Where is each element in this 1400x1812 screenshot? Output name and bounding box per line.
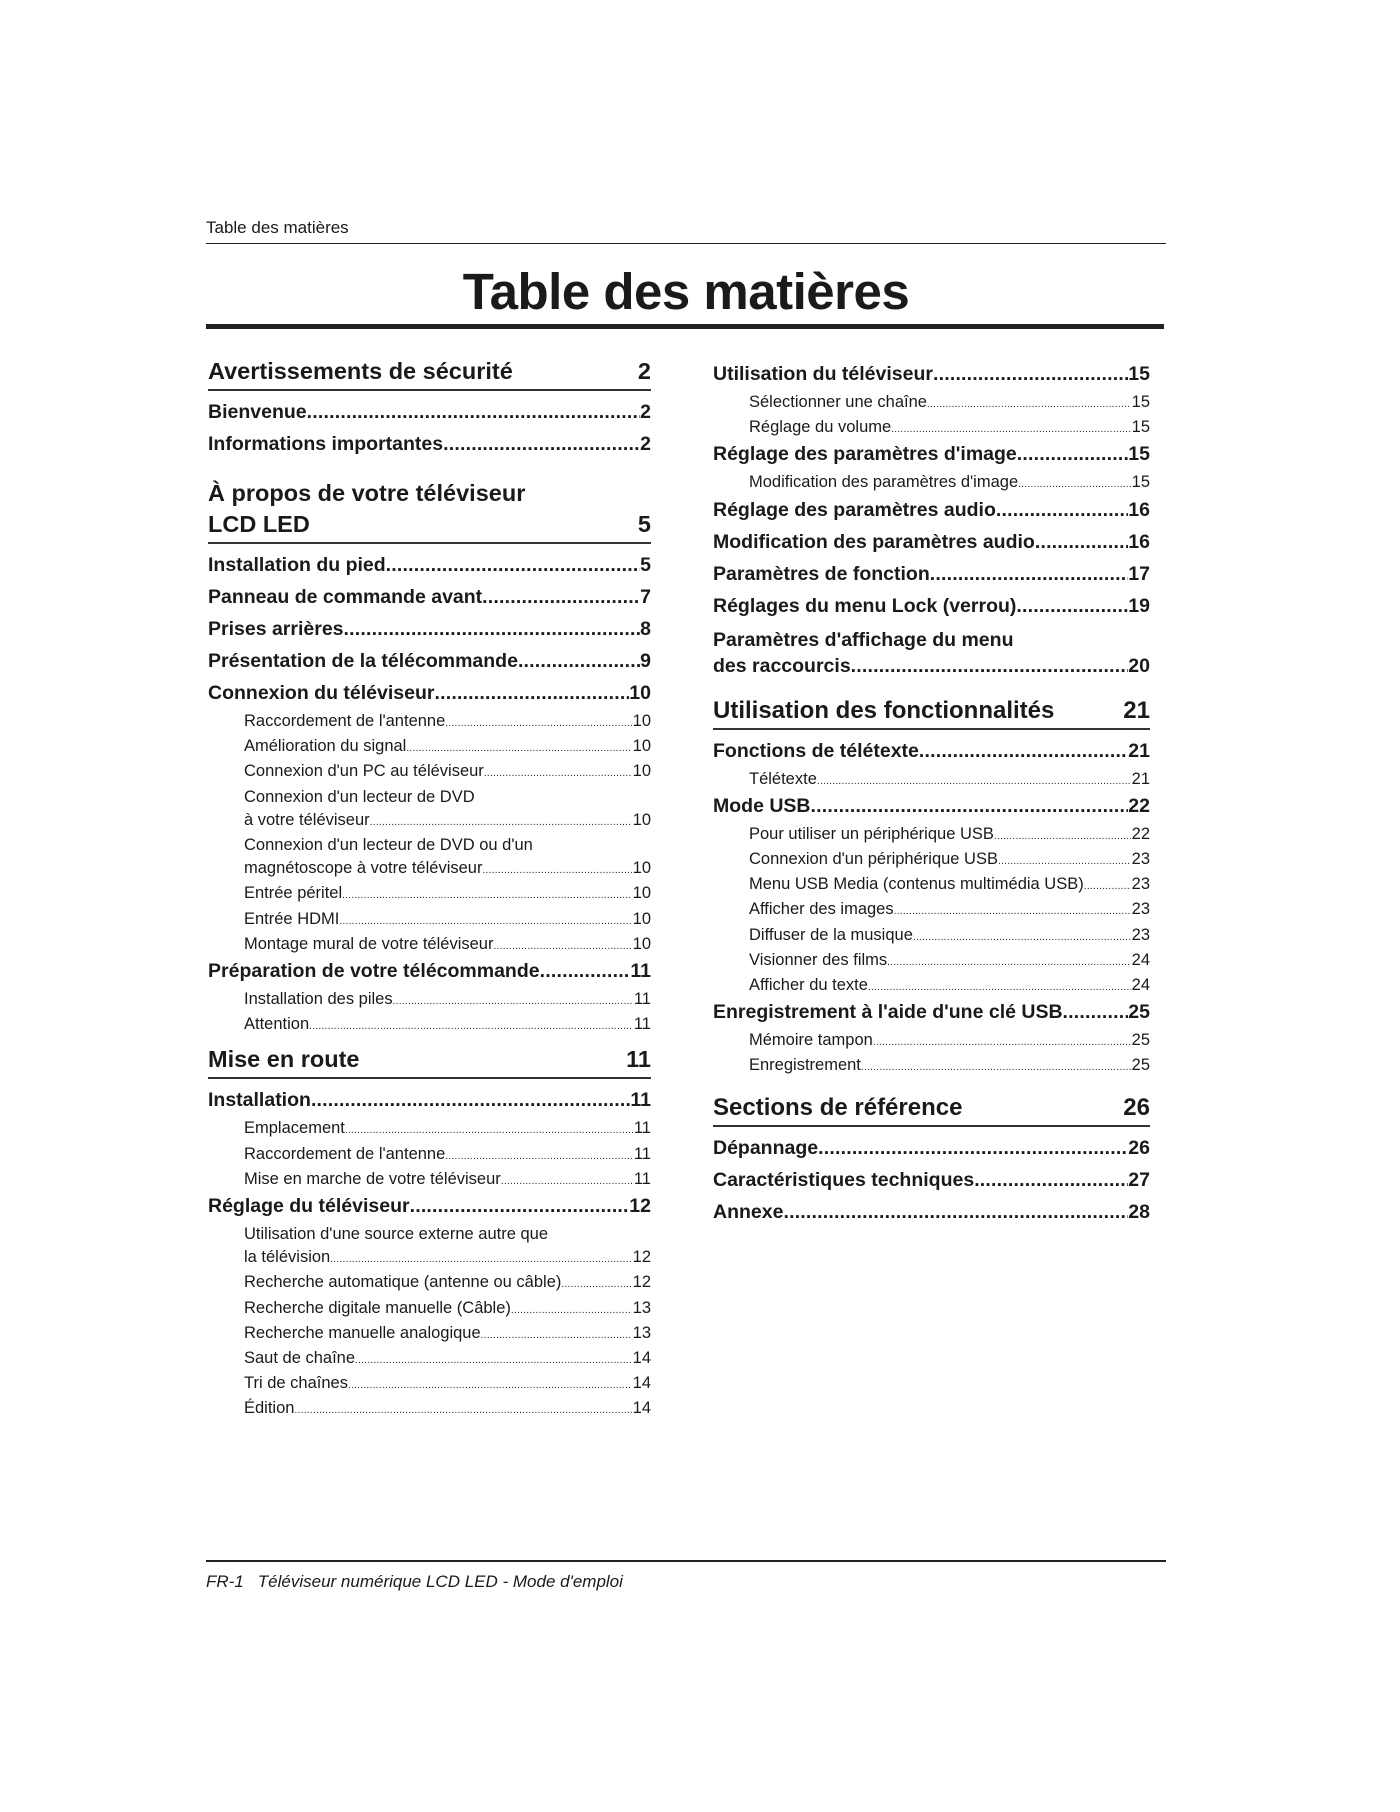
dot-leader — [818, 1137, 1128, 1160]
section-title-line2: LCD LED — [208, 511, 310, 537]
toc-subentry-title: Mémoire tampon — [749, 1031, 873, 1050]
toc-subentry-title: Amélioration du signal — [244, 737, 407, 756]
toc-subentry-title: Recherche digitale manuelle (Câble) — [244, 1298, 511, 1317]
toc-subentry-title: Installation des piles — [244, 990, 393, 1009]
toc-entry[interactable] — [713, 531, 1150, 554]
toc-subentry[interactable] — [244, 1223, 651, 1271]
toc-subentry-page: 15 — [1131, 393, 1150, 411]
toc-subentry-page: 23 — [1131, 900, 1150, 919]
dot-leader — [1016, 595, 1128, 618]
toc-subentry-title-line2: la télévision — [244, 1248, 331, 1267]
toc-entry-title: Installation — [208, 1089, 311, 1112]
toc-subentries — [713, 823, 1150, 999]
toc-subentry-title: Recherche manuelle analogique — [244, 1323, 481, 1342]
dot-leader — [998, 848, 1131, 873]
dot-leader — [410, 1195, 630, 1218]
dot-leader — [493, 933, 631, 958]
toc-subentry-title: Raccordement de l'antenne — [244, 1144, 446, 1163]
dot-leader — [1063, 1001, 1129, 1024]
toc-subentries — [713, 391, 1150, 441]
toc-left-column — [208, 356, 651, 1425]
dot-leader — [996, 499, 1128, 522]
toc-subentry-page: 24 — [1131, 950, 1150, 969]
toc-entry[interactable] — [208, 1089, 651, 1112]
toc-entry-page: 17 — [1128, 562, 1150, 585]
toc-entry[interactable] — [713, 795, 1150, 818]
dot-leader — [434, 682, 629, 705]
toc-entry-page: 11 — [630, 1089, 651, 1112]
toc-subentry-page: 12 — [632, 1273, 651, 1292]
toc-subentry-page: 23 — [1131, 850, 1150, 869]
toc-section-heading[interactable] — [208, 356, 651, 391]
toc-entry-title: Paramètres de fonction — [713, 562, 930, 585]
toc-entry-page: 9 — [640, 650, 651, 672]
toc-section-heading[interactable] — [208, 1044, 651, 1079]
toc-entry-page: 2 — [640, 401, 651, 423]
dot-leader — [481, 1322, 632, 1347]
toc-subentry[interactable] — [749, 471, 1150, 496]
dot-leader — [511, 1297, 632, 1322]
toc-entry[interactable] — [208, 554, 651, 577]
toc-entry-title: Dépannage — [713, 1136, 819, 1159]
toc-subentry-page: 23 — [1131, 875, 1150, 894]
toc-entry-title-line2: des raccourcis — [713, 654, 851, 677]
dot-leader — [342, 882, 632, 907]
toc-entry-title: Préparation de votre télécommande — [208, 960, 540, 983]
toc-subentry[interactable] — [244, 834, 651, 882]
toc-subentry[interactable] — [244, 882, 651, 907]
toc-subentry[interactable] — [244, 1347, 651, 1372]
dot-leader — [1017, 443, 1129, 466]
toc-entry-page: 15 — [1128, 443, 1150, 466]
toc-subentry-page: 13 — [632, 1298, 651, 1317]
dot-leader — [913, 924, 1131, 949]
dot-leader — [518, 650, 640, 673]
toc-subentry[interactable] — [749, 898, 1150, 923]
dot-leader — [817, 768, 1131, 793]
toc-subentry[interactable] — [244, 1013, 651, 1038]
toc-section-heading[interactable] — [713, 1092, 1150, 1127]
toc-entry[interactable] — [713, 499, 1150, 522]
toc-entry-page: 12 — [629, 1195, 651, 1218]
toc-subentry[interactable] — [749, 391, 1150, 416]
toc-subentry[interactable] — [244, 1168, 651, 1193]
dot-leader — [311, 1089, 630, 1112]
dot-leader — [484, 760, 632, 785]
toc-entry-title: Fonctions de télétexte — [713, 739, 919, 762]
toc-subentry-page: 14 — [632, 1399, 651, 1418]
toc-subentry-title: Connexion d'un PC au téléviseur — [244, 762, 484, 781]
toc-subentry[interactable] — [244, 1117, 651, 1142]
toc-subentry-title: Attention — [244, 1015, 310, 1034]
dot-leader — [482, 857, 631, 882]
toc-entry-title: Enregistrement à l'aide d'une clé USB — [713, 1001, 1063, 1024]
toc-entry[interactable] — [713, 1169, 1150, 1192]
toc-subentry-title-line2: magnétoscope à votre téléviseur — [244, 859, 483, 878]
section-title: Sections de référence — [713, 1093, 963, 1121]
dot-leader — [933, 363, 1128, 386]
toc-right-column — [713, 363, 1150, 1233]
toc-subentry-title: Pour utiliser un périphérique USB — [749, 824, 994, 843]
toc-subentry-title: Enregistrement — [749, 1056, 861, 1075]
dot-leader — [445, 710, 631, 735]
toc-subentry-title: Raccordement de l'antenne — [244, 712, 446, 730]
toc-entry[interactable] — [713, 1201, 1150, 1224]
section-title: Utilisation des fonctionnalités — [713, 696, 1055, 724]
toc-subentry-title: Entrée HDMI — [244, 909, 340, 928]
toc-subentry-title: Montage mural de votre téléviseur — [244, 934, 494, 953]
dot-leader — [339, 908, 631, 933]
dot-leader — [861, 1054, 1131, 1079]
toc-entry-title: Bienvenue — [208, 401, 307, 423]
toc-subentry[interactable] — [749, 873, 1150, 898]
toc-subentry-title: Sélectionner une chaîne — [749, 393, 927, 411]
dot-leader — [443, 433, 640, 456]
page-footer — [206, 1572, 623, 1592]
toc-entry[interactable] — [713, 443, 1150, 466]
toc-entry[interactable] — [208, 618, 651, 641]
toc-entry[interactable] — [208, 401, 651, 424]
toc-subentry-title: Diffuser de la musique — [749, 925, 913, 944]
toc-entry[interactable] — [713, 1137, 1150, 1160]
toc-subentry-page: 10 — [632, 810, 651, 829]
toc-subentry-page: 21 — [1131, 769, 1150, 788]
toc-subentry-page: 11 — [633, 1119, 651, 1138]
toc-subentry-page: 10 — [632, 909, 651, 928]
page-title: Table des matières — [462, 263, 910, 320]
toc-subentry-page: 11 — [633, 1144, 651, 1163]
toc-entry[interactable] — [713, 627, 1150, 679]
dot-leader — [307, 401, 641, 424]
toc-subentry-page: 22 — [1131, 824, 1150, 843]
dot-leader — [330, 1246, 631, 1271]
toc-subentries — [208, 1117, 651, 1193]
header-divider — [206, 243, 1166, 244]
dot-leader — [873, 1029, 1131, 1054]
toc-entry-page: 22 — [1128, 794, 1150, 817]
toc-entry-page: 10 — [629, 682, 651, 704]
dot-leader — [919, 740, 1128, 763]
dot-leader — [1035, 531, 1128, 554]
toc-subentry-page: 15 — [1131, 418, 1150, 437]
dot-leader — [887, 949, 1130, 974]
toc-subentry-page: 10 — [632, 712, 651, 730]
toc-subentry-page: 15 — [1131, 473, 1150, 492]
toc-entry-title: Installation du pied — [208, 554, 386, 576]
toc-entry[interactable] — [713, 1001, 1150, 1024]
toc-subentry[interactable] — [749, 768, 1150, 793]
dot-leader — [851, 653, 1129, 679]
toc-subentry[interactable] — [749, 949, 1150, 974]
toc-entry-title: Réglages du menu Lock (verrou) — [713, 594, 1017, 617]
toc-entry-page: 27 — [1128, 1168, 1150, 1191]
footer-page-number: FR-1 — [206, 1572, 244, 1591]
toc-subentry-page: 11 — [633, 1169, 651, 1188]
toc-subentry-page: 11 — [633, 1015, 651, 1034]
dot-leader — [930, 563, 1129, 586]
toc-subentry-page: 10 — [632, 934, 651, 953]
toc-subentry-page: 14 — [632, 1374, 651, 1393]
toc-subentry-page: 12 — [632, 1248, 651, 1267]
toc-subentry[interactable] — [749, 848, 1150, 873]
toc-subentry[interactable] — [244, 1372, 651, 1397]
dot-leader — [540, 960, 631, 983]
toc-entry-page: 8 — [640, 618, 651, 640]
toc-subentry[interactable] — [244, 908, 651, 933]
toc-entry[interactable] — [713, 740, 1150, 763]
dot-leader — [811, 795, 1129, 818]
toc-entry[interactable] — [208, 960, 651, 983]
toc-subentry[interactable] — [749, 416, 1150, 441]
toc-subentry[interactable] — [244, 933, 651, 958]
toc-entry-page: 19 — [1128, 594, 1150, 617]
toc-subentry-page: 13 — [632, 1323, 651, 1342]
toc-subentries — [713, 768, 1150, 793]
toc-entry[interactable] — [713, 595, 1150, 618]
dot-leader — [445, 1143, 633, 1168]
footer-divider — [206, 1560, 1166, 1562]
section-page: 5 — [637, 511, 651, 537]
dot-leader — [482, 586, 640, 609]
toc-subentry-title: Menu USB Media (contenus multimédia USB) — [749, 875, 1084, 894]
dot-leader — [406, 735, 631, 760]
section-title: Mise en route — [208, 1046, 360, 1073]
toc-entry-title: Réglage des paramètres d'image — [713, 443, 1017, 466]
toc-subentry-page: 10 — [632, 859, 651, 878]
toc-subentry-title: Mise en marche de votre téléviseur — [244, 1169, 501, 1188]
toc-subentry-title-line2: à votre téléviseur — [244, 810, 370, 829]
dot-leader — [501, 1168, 633, 1193]
toc-entry[interactable] — [713, 563, 1150, 586]
section-page: 21 — [1123, 696, 1150, 724]
running-header: Table des matières — [206, 218, 349, 237]
toc-subentry-title: Édition — [244, 1399, 295, 1418]
toc-subentry[interactable] — [244, 1397, 651, 1422]
toc-entry[interactable] — [208, 433, 651, 456]
toc-entry-title: Mode USB — [713, 794, 811, 817]
dot-leader — [309, 1013, 633, 1038]
toc-entry-page: 11 — [630, 960, 651, 983]
dot-leader — [561, 1271, 631, 1296]
toc-subentry-title: Saut de chaîne — [244, 1349, 356, 1368]
toc-subentry-title: Tri de chaînes — [244, 1374, 348, 1393]
section-title: À propos de votre téléviseur — [208, 480, 526, 506]
dot-leader — [386, 554, 640, 577]
section-page: 11 — [626, 1046, 651, 1073]
dot-leader — [1018, 471, 1131, 496]
toc-subentry-title: Réglage du volume — [749, 418, 892, 437]
dot-leader — [370, 809, 632, 834]
section-page: 26 — [1123, 1093, 1150, 1121]
toc-subentry-page: 10 — [632, 884, 651, 903]
toc-subentry-page: 10 — [632, 762, 651, 781]
dot-leader — [294, 1397, 631, 1422]
toc-subentry-title: Connexion d'un lecteur de DVD ou d'un — [244, 836, 533, 855]
toc-entry-title: Caractéristiques techniques — [713, 1168, 975, 1191]
toc-subentry-page: 10 — [632, 737, 651, 756]
toc-entry-page: 20 — [1128, 654, 1150, 677]
toc-entry-page: 26 — [1128, 1136, 1150, 1159]
toc-subentry[interactable] — [749, 1029, 1150, 1054]
toc-entry[interactable] — [208, 682, 651, 705]
toc-entry-page: 5 — [640, 554, 651, 576]
toc-subentry[interactable] — [244, 710, 651, 735]
dot-leader — [994, 823, 1131, 848]
toc-entry-title: Panneau de commande avant — [208, 586, 483, 608]
toc-entry[interactable] — [208, 586, 651, 609]
toc-subentry[interactable] — [244, 786, 651, 834]
toc-subentry-title: Utilisation d'une source externe autre que — [244, 1225, 549, 1244]
toc-subentry-page: 25 — [1131, 1056, 1150, 1075]
toc-entry-title: Réglage des paramètres audio — [713, 498, 996, 521]
section-page: 2 — [637, 358, 651, 384]
toc-entry-page: 25 — [1128, 1001, 1150, 1024]
toc-entry-page: 21 — [1128, 739, 1150, 762]
toc-entry-page: 16 — [1128, 498, 1150, 521]
dot-leader — [974, 1169, 1128, 1192]
toc-section-heading[interactable] — [713, 695, 1150, 730]
toc-subentry-title: Connexion d'un périphérique USB — [749, 850, 998, 869]
toc-entry-title: Présentation de la télécommande — [208, 650, 518, 672]
toc-entry-title: Utilisation du téléviseur — [713, 363, 933, 385]
dot-leader — [348, 1372, 632, 1397]
toc-subentry-title: Emplacement — [244, 1119, 345, 1138]
dot-leader — [868, 974, 1131, 999]
toc-entry-title: Modification des paramètres audio — [713, 530, 1035, 553]
footer-document-title: Téléviseur numérique LCD LED - Mode d'emploi — [257, 1572, 623, 1591]
toc-subentry-title: Visionner des films — [749, 950, 888, 969]
toc-subentry[interactable] — [749, 1054, 1150, 1079]
toc-subentry[interactable] — [244, 1143, 651, 1168]
toc-entry-title: Connexion du téléviseur — [208, 682, 435, 704]
toc-subentry[interactable] — [749, 823, 1150, 848]
toc-entry-title: Prises arrières — [208, 618, 344, 640]
dot-leader — [1084, 873, 1131, 898]
toc-subentry-title: Recherche automatique (antenne ou câble) — [244, 1273, 562, 1292]
toc-entry-title: Réglage du téléviseur — [208, 1195, 410, 1218]
toc-subentries — [713, 471, 1150, 496]
dot-leader — [344, 618, 641, 641]
toc-subentry[interactable] — [749, 924, 1150, 949]
toc-entry-title: Annexe — [713, 1200, 784, 1223]
toc-subentry[interactable] — [244, 988, 651, 1013]
title-divider — [206, 324, 1164, 329]
toc-subentry[interactable] — [244, 1271, 651, 1296]
toc-entry-page: 16 — [1128, 530, 1150, 553]
dot-leader — [891, 416, 1130, 441]
toc-subentry[interactable] — [244, 760, 651, 785]
toc-subentry[interactable] — [244, 1322, 651, 1347]
section-title: Avertissements de sécurité — [208, 358, 513, 384]
dot-leader — [927, 391, 1131, 416]
toc-subentry[interactable] — [244, 735, 651, 760]
toc-section-heading[interactable] — [208, 478, 651, 544]
toc-subentry-title: Télétexte — [749, 769, 817, 788]
toc-subentries — [208, 1223, 651, 1423]
toc-subentry[interactable] — [244, 1297, 651, 1322]
toc-entry-page: 2 — [640, 433, 651, 455]
toc-subentry-page: 23 — [1131, 925, 1150, 944]
dot-leader — [355, 1347, 632, 1372]
toc-subentry-title: Connexion d'un lecteur de DVD — [244, 787, 475, 806]
toc-subentry-page: 11 — [633, 990, 651, 1009]
toc-entry[interactable] — [208, 650, 651, 673]
toc-entry-title: Informations importantes — [208, 433, 444, 455]
toc-entry-page: 15 — [1128, 363, 1150, 385]
toc-entry-title: Paramètres d'affichage du menu — [713, 628, 1014, 651]
toc-subentries — [713, 1029, 1150, 1079]
dot-leader — [393, 988, 633, 1013]
toc-subentry-page: 24 — [1131, 976, 1150, 995]
toc-subentry-title: Afficher du texte — [749, 976, 868, 995]
toc-subentry-page: 25 — [1131, 1031, 1150, 1050]
toc-subentry-title: Modification des paramètres d'image — [749, 473, 1019, 492]
toc-subentries — [208, 710, 651, 958]
toc-subentry[interactable] — [749, 974, 1150, 999]
toc-entry-page: 28 — [1128, 1200, 1150, 1223]
toc-subentry-title: Entrée péritel — [244, 884, 343, 903]
dot-leader — [783, 1201, 1128, 1224]
toc-subentry-title: Afficher des images — [749, 900, 894, 919]
toc-entry[interactable] — [208, 1195, 651, 1218]
dot-leader — [345, 1117, 633, 1142]
toc-subentry-page: 14 — [632, 1349, 651, 1368]
dot-leader — [894, 898, 1131, 923]
toc-subentries — [208, 988, 651, 1038]
toc-entry[interactable] — [713, 363, 1150, 386]
toc-entry-page: 7 — [640, 586, 651, 608]
